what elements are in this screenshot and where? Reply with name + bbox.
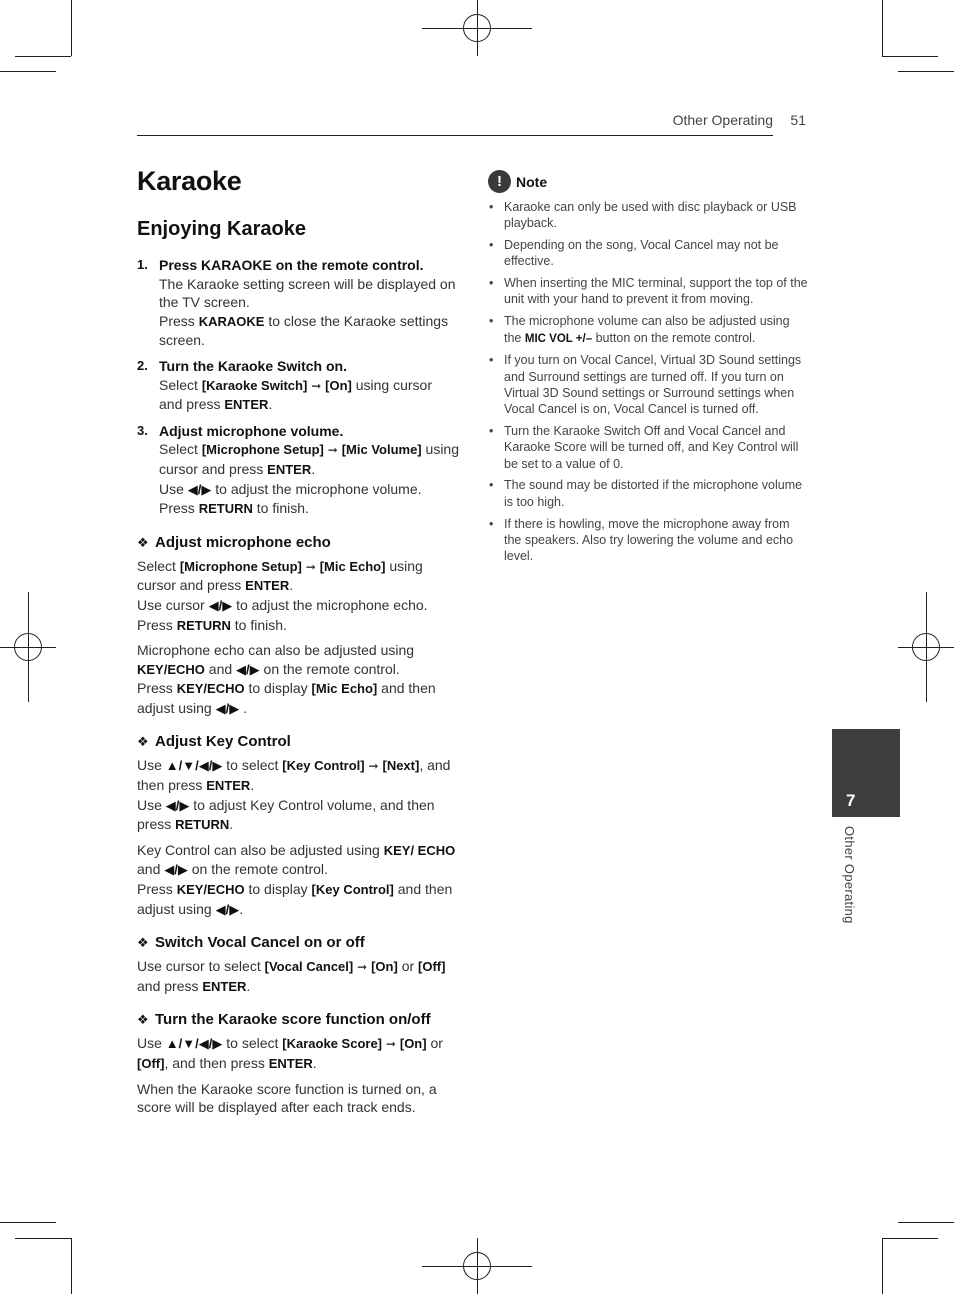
- step-number: 2.: [137, 357, 148, 373]
- chapter-number: 7: [846, 791, 856, 810]
- note-item: • The microphone volume can also be adjusted using the MIC VOL +/– button on the remote control.: [488, 313, 810, 347]
- arrow-right-icon: ➞: [368, 759, 379, 774]
- step-body: The Karaoke setting screen will be displayed on the TV screen. Press KARAOKE to close the Karaoke settings screen.: [159, 275, 456, 349]
- diamond-bullet-icon: ❖: [137, 534, 149, 550]
- page-title: Karaoke: [137, 166, 242, 196]
- step-number: 3.: [137, 422, 148, 438]
- diamond-bullet-icon: ❖: [137, 935, 149, 951]
- step-body: Select [Microphone Setup] ➞ [Mic Volume] using cursor and press ENTER. Use ◀/▶ to adjust the microphone volume. Press RETURN to finish.: [159, 441, 459, 517]
- vocal-cancel-paragraph: Use cursor to select [Vocal Cancel] ➞ [On] or [Off] and press ENTER.: [137, 958, 446, 994]
- running-head-section: Other Operating: [672, 112, 773, 128]
- note-item: • Karaoke can only be used with disc playback or USB playback.: [488, 199, 810, 232]
- step-title: Turn the Karaoke Switch on.: [159, 357, 347, 374]
- note-list: [488, 199, 810, 564]
- left-right-cursor-icon: ◀/▶: [236, 661, 260, 677]
- step-title: Press KARAOKE on the remote control.: [159, 257, 424, 273]
- left-right-cursor-icon: ◀/▶: [165, 797, 190, 813]
- step-title: Adjust microphone volume.: [159, 422, 344, 439]
- arrow-right-icon: ➞: [305, 559, 316, 574]
- key-control-paragraph-1: Use ▲/▼/◀/▶ to select [Key Control] ➞ [Next], and then press ENTER. Use ◀/▶ to adjust Key Control volume, and then press RETURN.: [137, 757, 451, 833]
- step-2: [137, 357, 459, 415]
- cursor-keys-icon: ▲/▼/◀/▶: [165, 1036, 223, 1052]
- left-right-cursor-icon: ◀/▶: [187, 481, 212, 497]
- step-body: Select [Karaoke Switch] ➞ [On] using cursor and press ENTER.: [159, 376, 433, 413]
- echo-paragraph-1: Select [Microphone Setup] ➞ [Mic Echo] using cursor and press ENTER. Use cursor ◀/▶ to adjust the microphone echo. Press RETURN to finish.: [137, 557, 428, 633]
- score-paragraph-2: When the Karaoke score function is turned on, a score will be displayed after each track ends.: [137, 1080, 437, 1116]
- subsection-heading-vocal-cancel: ❖ Switch Vocal Cancel on or off: [137, 934, 365, 952]
- arrow-right-icon: ➞: [327, 443, 338, 458]
- left-right-cursor-icon: ◀/▶: [215, 700, 240, 716]
- note-item: • When inserting the MIC terminal, support the top of the unit with your hand to prevent it from moving.: [488, 275, 810, 308]
- step-3: [137, 422, 459, 519]
- step-1: [137, 256, 459, 350]
- chapter-side-label: Other Operating: [842, 826, 857, 924]
- note-item: • The sound may be distorted if the microphone volume is too high.: [488, 477, 810, 510]
- chapter-tab: [832, 729, 900, 817]
- right-column: [488, 170, 810, 570]
- arrow-right-icon: ➞: [357, 960, 368, 975]
- exclamation-icon: !: [488, 170, 511, 193]
- cursor-keys-icon: ▲/▼/◀/▶: [165, 758, 223, 774]
- page-number: 51: [790, 112, 806, 128]
- arrow-right-icon: ➞: [311, 378, 322, 393]
- arrow-right-icon: ➞: [385, 1037, 396, 1052]
- note-item: • If you turn on Vocal Cancel, Virtual 3D Sound settings and Surround settings are turned off. If you turn on Virtual 3D Sound settings or Surround settings when Vocal Cancel is on, Vocal Cancel is turned off.: [488, 352, 810, 417]
- note-label: Note: [516, 173, 548, 190]
- key-control-paragraph-2: Key Control can also be adjusted using KEY/ ECHO and ◀/▶ on the remote control. Press KEY/ECHO to display [Key Control] and then adjust using ◀/▶.: [137, 841, 456, 917]
- subsection-heading-score: ❖ Turn the Karaoke score function on/off: [137, 1011, 431, 1029]
- left-column: [137, 162, 459, 1117]
- left-right-cursor-icon: ◀/▶: [208, 597, 233, 613]
- note-item: • If there is howling, move the microphone away from the speakers. Also try lowering the volume and echo level.: [488, 516, 810, 565]
- subsection-heading-echo: ❖ Adjust microphone echo: [137, 533, 331, 551]
- left-right-cursor-icon: ◀/▶: [215, 901, 240, 917]
- left-right-cursor-icon: ◀/▶: [164, 862, 188, 878]
- diamond-bullet-icon: ❖: [137, 1012, 149, 1028]
- note-header: [488, 170, 810, 193]
- note-item: • Depending on the song, Vocal Cancel may not be effective.: [488, 237, 810, 270]
- echo-paragraph-2: Microphone echo can also be adjusted using KEY/ECHO and ◀/▶ on the remote control. Press KEY/ECHO to display [Mic Echo] and then adjust using ◀/▶ .: [137, 642, 436, 716]
- score-paragraph-1: Use ▲/▼/◀/▶ to select [Karaoke Score] ➞ [On] or [Off], and then press ENTER.: [137, 1035, 443, 1071]
- section-heading: Enjoying Karaoke: [137, 218, 306, 240]
- note-item: • Turn the Karaoke Switch Off and Vocal Cancel and Karaoke Score will be turned off, and Key Control will be set to a value of 0.: [488, 423, 810, 472]
- header-rule: [137, 135, 773, 136]
- steps-list: [137, 256, 459, 519]
- diamond-bullet-icon: ❖: [137, 734, 149, 750]
- step-number: 1.: [137, 257, 148, 272]
- subsection-heading-key-control: ❖ Adjust Key Control: [137, 733, 291, 751]
